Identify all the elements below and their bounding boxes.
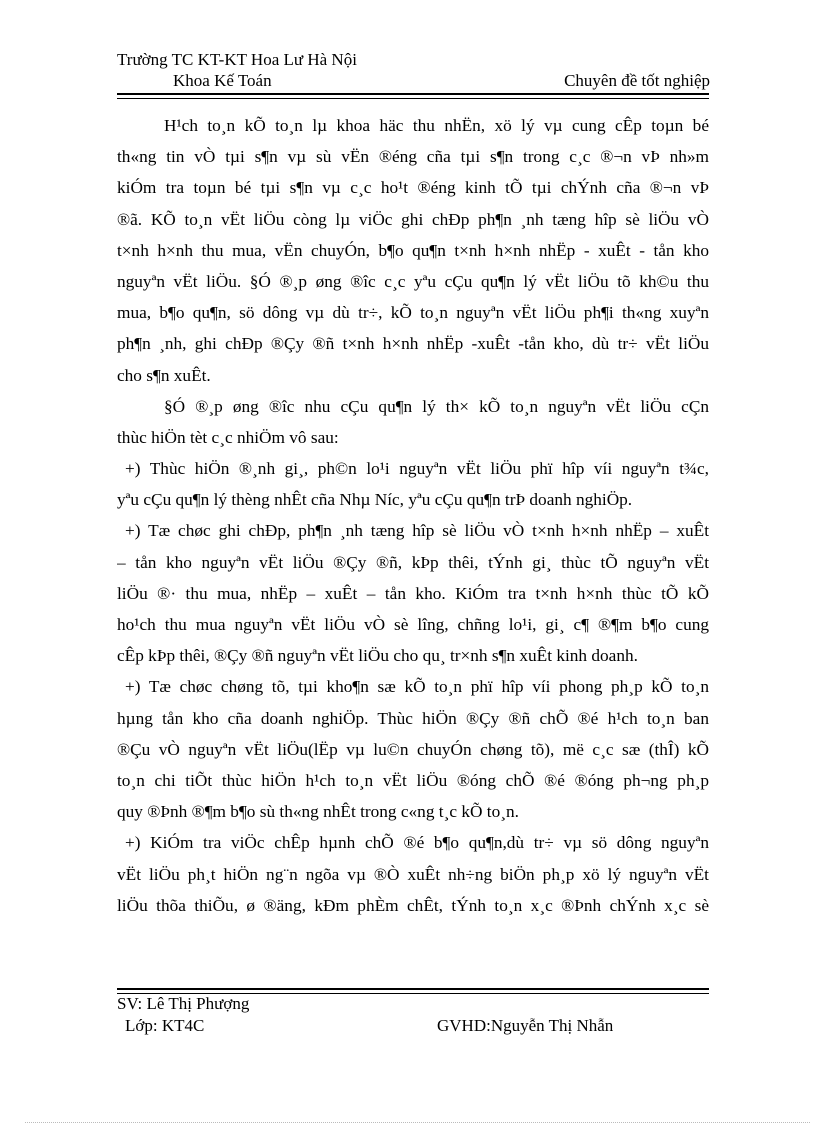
body-line: liÖu thõa thiÕu, ø ®äng, kÐm phÈm chÊt, tÝnh to¸n x¸c ®Þnh chÝnh x¸c sè [117, 895, 709, 915]
body-line: quy ®Þnh ®¶m b¶o sù th«ng nhÊt trong c«ng t¸c kÕ to¸n. [117, 802, 519, 822]
body-line: ®ã. KÕ to¸n vËt liÖu còng lµ viÖc ghi chÐp ph¶n ¸nh tæng hîp sè liÖu vÒ [117, 209, 709, 229]
school-name: Trường TC KT-KT Hoa Lư Hà Nội [117, 50, 357, 69]
body-line: ho¹ch thu mua nguyªn vËt liÖu vÒ sè lîng, chñng lo¹i, gi¸ c¶ ®¶m b¶o cung [117, 615, 709, 634]
body-line: ph¶n ¸nh, ghi chÐp ®Çy ®ñ t×nh h×nh nhËp -xuÊt -tån kho, dù tr÷ vËt liÖu [117, 334, 709, 354]
supervisor-name: GVHD:Nguyễn Thị Nhẫn [437, 1016, 614, 1035]
student-name: SV: Lê Thị Phượng [117, 994, 250, 1013]
document-body [117, 110, 709, 921]
body-line: +) KiÓm tra viÖc chÊp hµnh chÕ ®é b¶o qu¶n,dù tr÷ vµ sö dông nguyªn [125, 833, 709, 853]
body-line: +) Tæ chøc ghi chÐp, ph¶n ¸nh tæng hîp sè liÖu vÒ t×nh h×nh nhËp – xuÊt [125, 521, 709, 541]
document-type: Chuyên đề tốt nghiệp [564, 71, 710, 90]
department-name: Khoa Kế Toán [173, 71, 272, 90]
body-line: to¸n chi tiÕt thùc hiÖn h¹ch to¸n vËt liÖu ®óng chÕ ®é ®óng ph¬ng ph¸p [117, 770, 709, 790]
body-line: nguyªn vËt liÖu. §Ó ®¸p øng ®îc c¸c yªu cÇu qu¶n lý vËt liÖu tõ kh©u thu [117, 271, 709, 291]
body-line: th«ng tin vÒ tµi s¶n vµ sù vËn ®éng cña tµi s¶n trong c¸c ®¬n vÞ nh»m [117, 147, 709, 167]
body-line: cho s¶n xuÊt. [117, 365, 211, 385]
body-line: yªu cÇu qu¶n lý thèng nhÊt cña Nhµ Níc, yªu cÇu qu¶n trÞ doanh nghiÖp. [117, 490, 633, 510]
body-line: +) Thùc hiÖn ®¸nh gi¸, ph©n lo¹i nguyªn vËt liÖu phï hîp víi nguyªn t¾c, [125, 459, 709, 479]
body-line: ®Çu vÒ nguyªn vËt liÖu(lËp vµ lu©n chuyÓn chøng tõ), më c¸c sæ (thÎ) kÕ [117, 739, 709, 759]
body-line: t×nh h×nh thu mua, vËn chuyÓn, b¶o qu¶n t×nh h×nh nhËp - xuÊt - tån kho [117, 240, 709, 260]
body-line: §Ó ®¸p øng ®îc nhu cÇu qu¶n lý th× kÕ to¸n nguyªn vËt liÖu cÇn [164, 396, 709, 416]
body-line: thùc hiÖn tèt c¸c nhiÖm vô sau: [117, 427, 339, 447]
body-line: – tån kho nguyªn vËt liÖu ®Çy ®ñ, kÞp thêi, tÝnh gi¸ thùc tÕ nguyªn vËt [117, 552, 709, 572]
body-line: cÊp kÞp thêi, ®Çy ®ñ nguyªn vËt liÖu cho qu¸ tr×nh s¶n xuÊt kinh doanh. [117, 646, 638, 666]
body-line: kiÓm tra toµn bé tµi s¶n vµ c¸c ho¹t ®éng kinh tÕ tµi chÝnh cña ®¬n vÞ [117, 178, 709, 198]
body-line: mua, b¶o qu¶n, sö dông vµ dù tr÷, kÕ to¸n nguyªn vËt liÖu ph¶i th«ng xuyªn [117, 303, 709, 323]
class-name: Lớp: KT4C [125, 1016, 205, 1035]
body-line: vËt liÖu ph¸t hiÖn ng¨n ngõa vµ ®Ò xuÊt nh÷ng biÖn ph¸p xö lý nguyªn vËt [117, 864, 709, 884]
body-line: H¹ch to¸n kÕ to¸n lµ khoa häc thu nhËn, xö lý vµ cung cÊp toµn bé [164, 116, 709, 135]
body-line: hµng tån kho cña doanh nghiÖp. Thùc hiÖn ®Çy ®ñ chÕ ®é h¹ch to¸n ban [117, 708, 709, 728]
body-line: liÖu ®· thu mua, nhËp – xuÊt – tån kho. KiÓm tra t×nh h×nh thùc tÕ kÕ [117, 583, 709, 603]
header-divider [117, 93, 709, 99]
body-line: +) Tæ chøc chøng tõ, tµi kho¶n sæ kÕ to¸n phï hîp víi phong ph¸p kÕ to¸n [125, 677, 709, 697]
